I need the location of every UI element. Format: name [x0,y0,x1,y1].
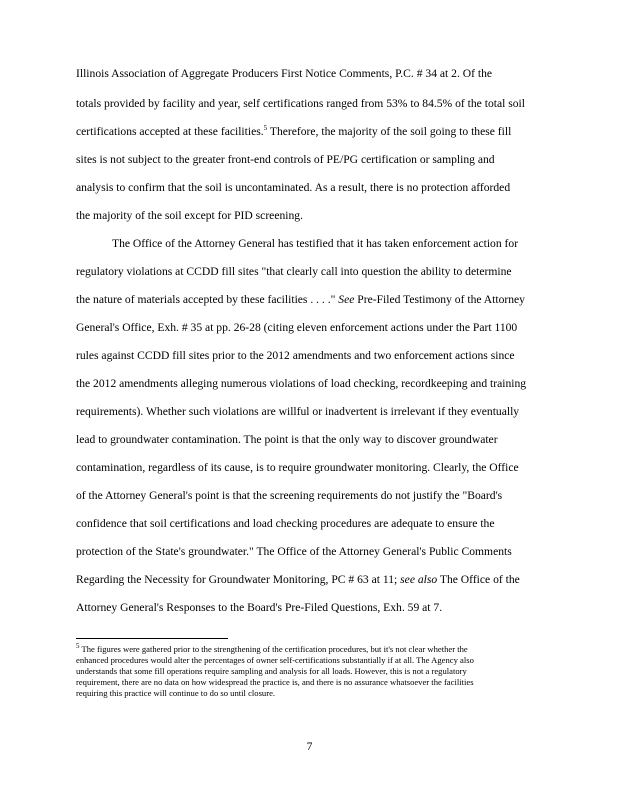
body-line: sites is not subject to the greater front-end controls of PE/PG certification or sampling and [76,153,495,166]
footnote-divider [76,638,228,639]
body-line: rules against CCDD fill sites prior to the 2012 amendments and two enforcement actions since [76,349,515,362]
footnote-line: understands that some fill operations require sampling and analysis for all loads. However, this is not a regulatory [76,666,467,676]
citation-signal: see also [400,573,438,586]
body-line: certifications accepted at these facilities.$^5$ Therefore, the majority of the soil going to these fill [76,124,512,138]
body-line: regulatory violations at CCDD fill sites "that clearly call into question the ability to determine [76,265,512,278]
footnote-line: requiring this practice will continue to do so until closure. [76,688,276,698]
body-line: protection of the State's groundwater." The Office of the Attorney General's Public Comments [76,545,512,558]
citation-signal: See [338,293,355,306]
footnote-reference: 5 [263,124,268,133]
body-line: analysis to confirm that the soil is uncontaminated. As a result, there is no protection afforded [76,181,511,194]
body-line: General's Office, Exh. # 35 at pp. 26-28 (citing eleven enforcement actions under the Part 1100 [76,321,518,334]
body-line: confidence that soil certifications and load checking procedures are adequate to ensure the [76,517,495,530]
body-line: The Office of the Attorney General has testified that it has taken enforcement action for [112,237,519,250]
footnote-line: enhanced procedures would alter the percentages of owner self-certifications substantially if at all. The Agency also [76,655,474,665]
body-line: Illinois Association of Aggregate Producers First Notice Comments, P.C. # 34 at 2. Of the [76,67,493,80]
body-line: the nature of materials accepted by these facilities . . . ." See Pre-Filed Testimony of the Attorney [76,293,525,306]
body-line: lead to groundwater contamination. The point is that the only way to discover groundwater [76,433,498,446]
footnote-line: $^5$ The figures were gathered prior to the strengthening of the certification procedures, but it's not clear whether the [76,642,468,654]
body-line: of the Attorney General's point is that the screening requirements do not justify the "Board's [76,489,503,502]
body-line: Regarding the Necessity for Groundwater Monitoring, PC # 63 at 11; see also The Office of the [76,573,520,586]
body-line: contamination, regardless of its cause, is to require groundwater monitoring. Clearly, the Office [76,461,519,474]
body-line: totals provided by facility and year, self certifications ranged from 53% to 84.5% of the total soil [76,97,525,110]
body-line: requirements). Whether such violations are willful or inadvertent is irrelevant if they eventually [76,405,520,418]
footnote-marker: 5 [76,642,80,651]
page-number: 7 [306,740,313,753]
body-line: the majority of the soil except for PID screening. [76,209,303,222]
footnote-line: requirement, there are no data on how widespread the practice is, and there is no assurance whatsoever the facilities [76,677,474,687]
body-line: the 2012 amendments alleging numerous violations of load checking, recordkeeping and training [76,377,527,390]
body-line: Attorney General's Responses to the Board's Pre-Filed Questions, Exh. 59 at 7. [76,601,443,614]
